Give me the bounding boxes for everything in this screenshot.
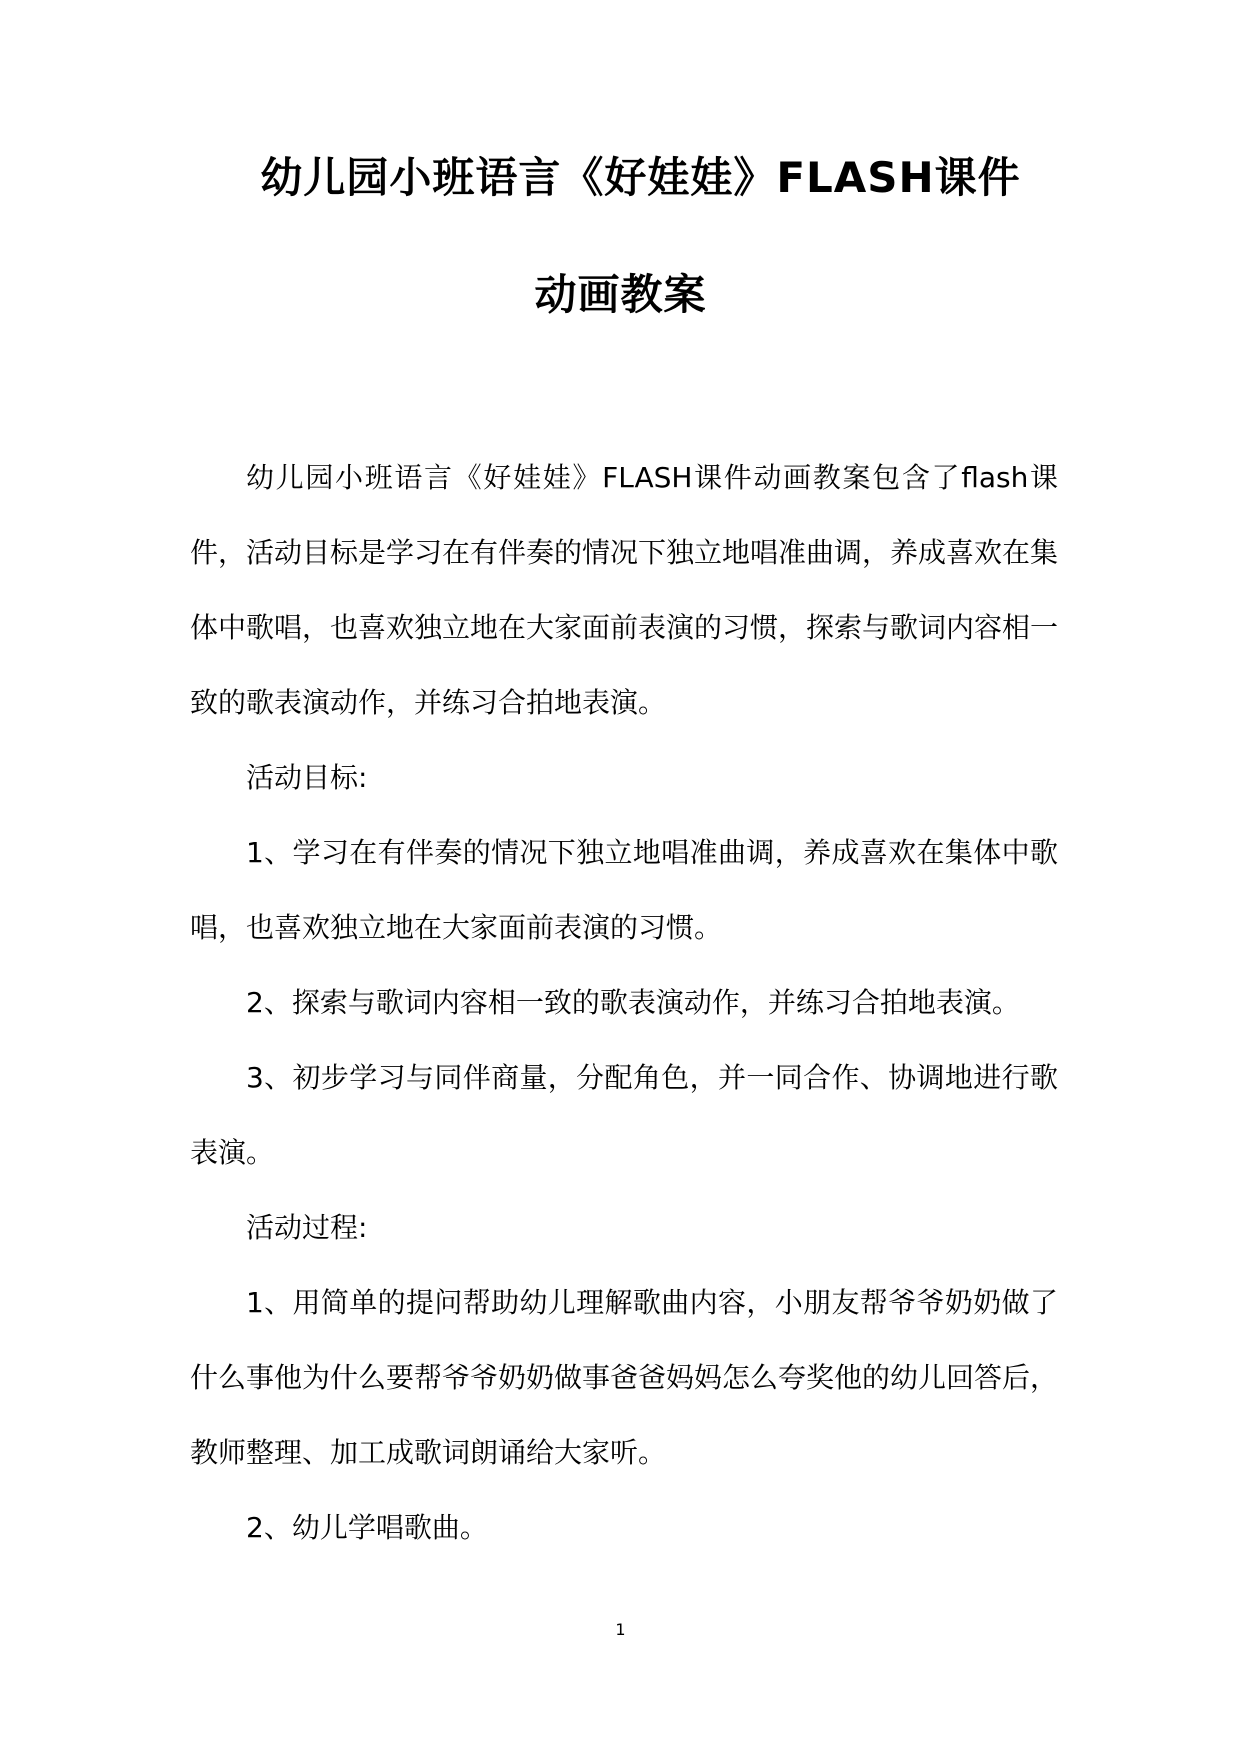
document-body <box>190 440 1058 1565</box>
paragraph-process-1: 1、用简单的提问帮助幼儿理解歌曲内容，小朋友帮爷爷奶奶做了什么事他为什么要帮爷爷奶奶做事爸爸妈妈怎么夸奖他的幼儿回答后，教师整理、加工成歌词朗诵给大家听。 <box>190 1286 1059 1469</box>
document-title-line-2: 动画教案 <box>534 270 707 319</box>
heading-activity-goals: 活动目标: <box>246 761 368 794</box>
paragraph-intro: 幼儿园小班语言《好娃娃》FLASH课件动画教案包含了flash课件，活动目标是学习在有伴奏的情况下独立地唱准曲调，养成喜欢在集体中歌唱，也喜欢独立地在大家面前表演的习惯，探索与歌词内容相一致的歌表演动作，并练习合拍地表演。 <box>190 461 1059 719</box>
paragraph-goal-3: 3、初步学习与同伴商量，分配角色，并一同合作、协调地进行歌表演。 <box>190 1061 1058 1169</box>
paragraph-process-2: 2、幼儿学唱歌曲。 <box>246 1511 488 1544</box>
paragraph-goal-1: 1、学习在有伴奏的情况下独立地唱准曲调，养成喜欢在集体中歌唱，也喜欢独立地在大家面前表演的习惯。 <box>190 836 1058 944</box>
heading-activity-process: 活动过程: <box>246 1211 368 1244</box>
page-number: 1 <box>615 1620 626 1639</box>
paragraph-goal-2: 2、探索与歌词内容相一致的歌表演动作，并练习合拍地表演。 <box>246 986 1020 1019</box>
document-title-line-1: 幼儿园小班语言《好娃娃》FLASH课件 <box>260 153 1021 202</box>
